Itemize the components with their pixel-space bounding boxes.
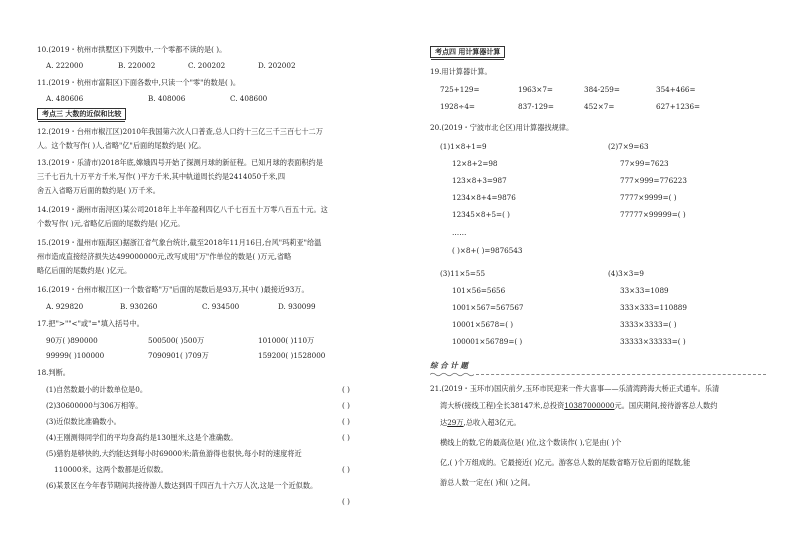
q21-line-5: 亿,( )个万组成的。它最接近( )亿元。游客总人数的尾数省略万位后面的尾数,能 <box>440 458 691 467</box>
q21-line-3c: ,总收入超3亿元。 <box>463 418 521 427</box>
q19-item[interactable]: 452×7= <box>584 102 615 111</box>
section-heading-4: 考点四 用计算器计算 <box>430 46 505 58</box>
q20-a-line: 12×8+2=98 <box>452 159 498 168</box>
q18-stem: 18.判断。 <box>37 368 70 377</box>
q18-item-5: (5)猎豹是够快的,大约能达到每小时69000米;箭鱼游得也很快,每小时的速度将近 <box>46 449 302 458</box>
q20-d-line: 33×33=1089 <box>620 286 669 295</box>
q19-item[interactable]: 354+466= <box>656 85 696 94</box>
q13-line-2: 三千七百九十万平方千米,写作( )平方千米,其中轨道周长约是2414050千米,四 <box>37 172 286 181</box>
q18-answer-bracket[interactable]: ( ) <box>342 385 350 394</box>
q20-c-line: 101×56=5656 <box>452 286 506 295</box>
q17-item[interactable]: 7090901( )709万 <box>148 351 209 360</box>
q16-option-b[interactable]: B. 930260 <box>120 302 158 311</box>
q17-item[interactable]: 500500( )500万 <box>148 336 205 345</box>
q20-a-line: (1)1×8+1=9 <box>440 142 487 151</box>
q20-a-line: 123×8+3=987 <box>452 176 507 185</box>
q21-highlighted-number: 10387000000 <box>564 401 615 410</box>
q20-d-line[interactable]: 33333×33333=( ) <box>620 337 686 346</box>
q13-line-3: 舍五入省略万后面的数约是( )万千米。 <box>37 186 160 195</box>
q10-option-a[interactable]: A. 222000 <box>46 61 84 70</box>
q20-b-line[interactable]: 77777×99999=( ) <box>620 210 686 219</box>
q13-line-1: 13.(2019・乐清市)2018年底,嫦娥四号开始了探测月球的新征程。已知月球的表面积约是 <box>37 158 323 167</box>
q19-item[interactable]: 725+129= <box>440 85 480 94</box>
q11-option-a[interactable]: A. 480606 <box>46 94 84 103</box>
q19-item[interactable]: 1928÷4= <box>440 102 475 111</box>
section-divider <box>476 374 766 375</box>
q17-item[interactable]: 99999( )100000 <box>46 351 105 360</box>
q14-line-2: 个数写作( )元,省略亿后面的尾数约是( )亿元。 <box>37 219 185 228</box>
q21-line-6: 游总人数一定在( )和( )之间。 <box>440 478 535 487</box>
q18-answer-bracket[interactable]: ( ) <box>342 401 350 410</box>
q20-d-line: (4)3×3=9 <box>608 269 644 278</box>
q21-line-1: 21.(2019・玉环市)国庆前夕,玉环市民迎来一件大喜事——乐清湾跨海大桥正式通车。乐清 <box>430 384 720 393</box>
q21-line-2a: 湾大桥(接线工程)全长38147米,总投资 <box>440 401 565 410</box>
q21-line-4: 横线上的数,它的最高位是( )位,这个数读作( ),它是由( )个 <box>440 438 622 447</box>
q18-answer-bracket[interactable]: ( ) <box>342 433 350 442</box>
q20-d-line: 333×333=110889 <box>620 303 687 312</box>
q20-d-line[interactable]: 3333×3333=( ) <box>620 320 677 329</box>
q20-stem: 20.(2019・宁波市北仑区)用计算器找规律。 <box>430 123 574 132</box>
q18-item-3: (3)近似数比准确数小。 <box>46 417 121 426</box>
q12-line-1: 12.(2019・台州市椒江区)2010年我国第六次人口普查,总人口约十三亿三千三百七十二万 <box>37 127 323 136</box>
q18-item-2: (2)30600000与306万相等。 <box>46 401 143 410</box>
q14-line-1: 14.(2019・湖州市南浔区)某公司2018年上半年盈利四亿八千七百五十万零八百五十元。这 <box>37 205 328 214</box>
q17-item[interactable]: 159200( )1528000 <box>258 351 326 360</box>
section-heading-3: 考点三 大数的近似和比较 <box>37 108 126 120</box>
q19-item[interactable]: 1963×7= <box>518 85 553 94</box>
q20-a-line[interactable]: 1234×8+4=9876 <box>452 193 516 202</box>
q21-line-3a: 达 <box>440 418 448 427</box>
q10-option-d[interactable]: D. 202002 <box>258 61 296 70</box>
q16-option-c[interactable]: C. 934500 <box>202 302 240 311</box>
wavy-underline-decor <box>430 372 474 377</box>
q21-line-2c: 元。国庆期间,接待游客总人数约 <box>614 401 718 410</box>
q16-stem: 16.(2019・台州市椒江区)一个数省略"万"后面的尾数后是93万,其中( )最接近93万。 <box>37 285 309 294</box>
q10-option-b[interactable]: B. 220002 <box>118 61 156 70</box>
q18-answer-bracket[interactable]: ( ) <box>342 497 350 506</box>
q21-line-3 <box>440 419 521 426</box>
q18-answer-bracket[interactable]: ( ) <box>342 465 350 474</box>
q18-item-1: (1)自然数最小的计数单位是0。 <box>46 385 148 394</box>
q10-stem: 10.(2019・杭州市拱墅区)下列数中,一个零都不读的是( )。 <box>37 45 227 54</box>
q15-line-2: 州市造成直接经济损失达499000000元,改写成用"万"作单位的数是( )万元,省略 <box>37 252 292 261</box>
q18-item-4: (4)王刚测得同学们的平均身高约是130厘米,这是个准确数。 <box>46 433 238 442</box>
q11-stem: 11.(2019・杭州市富阳区)下面各数中,只读一个"零"的数是( )。 <box>37 78 241 87</box>
q20-b-line: (2)7×9=63 <box>608 142 649 151</box>
q19-item[interactable]: 384-259= <box>584 85 620 94</box>
q19-stem: 19.用计算器计算。 <box>430 67 492 76</box>
q15-line-3: 略亿后面的尾数约是( )亿元。 <box>37 266 132 275</box>
q20-b-line: 77×99=7623 <box>620 159 669 168</box>
q18-item-6: (6)某景区在今年春节期间共接待游人数达到四千四百九十六万人次,这是一个近似数。 <box>46 481 318 490</box>
q11-option-c[interactable]: C. 408600 <box>230 94 268 103</box>
q17-item[interactable]: 90万( )890000 <box>46 336 98 345</box>
q20-a-ellipsis: …… <box>452 228 467 237</box>
q21-highlighted-number: 29万 <box>447 418 464 427</box>
q18-answer-bracket[interactable]: ( ) <box>342 417 350 426</box>
q18-item-5-cont: 110000米。这两个数都是近似数。 <box>54 465 168 474</box>
q20-c-line: 1001×567=567567 <box>452 303 524 312</box>
q20-a-line[interactable]: 12345×8+5=( ) <box>452 210 510 219</box>
q19-item[interactable]: 627+1236= <box>656 102 701 111</box>
q20-c-line: (3)11×5=55 <box>440 269 486 278</box>
q20-c-line[interactable]: 10001×5678=( ) <box>452 320 514 329</box>
q10-option-c[interactable]: C. 200202 <box>188 61 226 70</box>
q16-option-d[interactable]: D. 930099 <box>278 302 316 311</box>
q17-item[interactable]: 101000( )110万 <box>258 336 315 345</box>
q17-stem: 17.把">""<"或"="填入括号中。 <box>37 319 144 328</box>
q20-c-line[interactable]: 100001×56789=( ) <box>452 337 523 346</box>
q15-line-1: 15.(2019・温州市瓯海区)据浙江省气象台统计,截至2018年11月16日,台风"玛莉亚"给温 <box>37 238 322 247</box>
q20-b-line: 777×999=776223 <box>620 176 687 185</box>
q16-option-a[interactable]: A. 929820 <box>46 302 84 311</box>
q21-line-2 <box>440 402 717 409</box>
section-heading-5: 综 合 计 题 <box>430 361 468 370</box>
q11-option-b[interactable]: B. 408006 <box>148 94 186 103</box>
q12-line-2: 人。这个数写作( )人,省略"亿"后面的尾数约是( )亿。 <box>37 141 206 150</box>
q19-item[interactable]: 837-129= <box>518 102 554 111</box>
q20-b-line[interactable]: 7777×9999=( ) <box>620 193 677 202</box>
q20-a-line[interactable]: ( )×8+( )=9876543 <box>452 246 523 255</box>
